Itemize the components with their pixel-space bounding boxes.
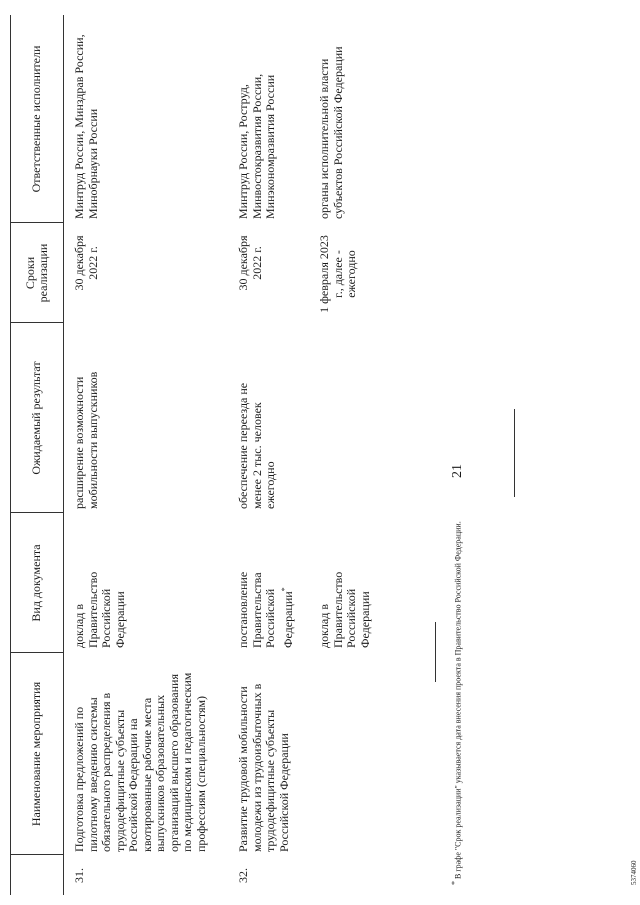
row-31-document-type: доклад в Правительство Российской Федерации <box>72 571 127 648</box>
row-32-responsible-2: органы исполнительной власти субъектов Российской Федерации <box>317 46 345 219</box>
row-32-document-type-2: доклад в Правительство Российской Федерации <box>317 571 372 648</box>
header-document-type: Вид документа <box>29 544 43 622</box>
row-31-responsible: Минтруд России, Минздрав России, Минобрнауки России <box>72 34 100 219</box>
row-32-term: 30 декабря 2022 г. <box>236 235 264 291</box>
row-32-document-type: постановление Правительства Российской Федерации* <box>236 571 295 648</box>
row-32-term-2: 1 февраля 2023 г., далее - ежегодно <box>317 235 358 313</box>
header-terms: Сроки реализации <box>22 243 50 303</box>
row-31-name: Подготовка предложений по пилотному введению системы обязательного распределения в трудодефицитные субъекты Российской Федерации на квотированные рабочие места выпускников образовательных организаций высшего образования по медицинским и педагогическим профессиям (специальностям) <box>72 672 208 852</box>
page-number: 21 <box>450 464 465 478</box>
footnote-mark: * <box>450 881 459 885</box>
row-32-number: 32. <box>236 868 250 883</box>
row-32-responsible: Минтруд России, Роструд, Минвостокразвития России, Минэкономразвития России <box>236 73 277 219</box>
footnote-text: В графе "Срок реализации" указывается дата внесения проекта в Правительство Российской Федерации. <box>453 521 463 879</box>
center-separator <box>514 409 515 497</box>
row-31-expected-result: расширение возможности мобильности выпускников <box>72 371 100 509</box>
row-32-name: Развитие трудовой мобильности молодежи из трудоизбыточных в трудодефицитные субъекты Российской Федерации <box>236 683 291 852</box>
row-31-term: 30 декабря 2022 г. <box>72 235 100 291</box>
document-id: 5374060 <box>630 860 638 885</box>
footnote-reference-mark: * <box>279 587 289 592</box>
row-31-number: 31. <box>72 868 86 883</box>
header-responsible: Ответственные исполнители <box>29 45 43 193</box>
footnote-separator <box>435 622 436 682</box>
header-name: Наименование мероприятия <box>29 681 43 827</box>
header-expected-result: Ожидаемый результат <box>29 361 43 475</box>
table-header-rule <box>63 15 64 895</box>
footnote <box>448 521 466 885</box>
row-32-expected-result: обеспечение переезда не менее 2 тыс. человек ежегодно <box>236 382 277 509</box>
